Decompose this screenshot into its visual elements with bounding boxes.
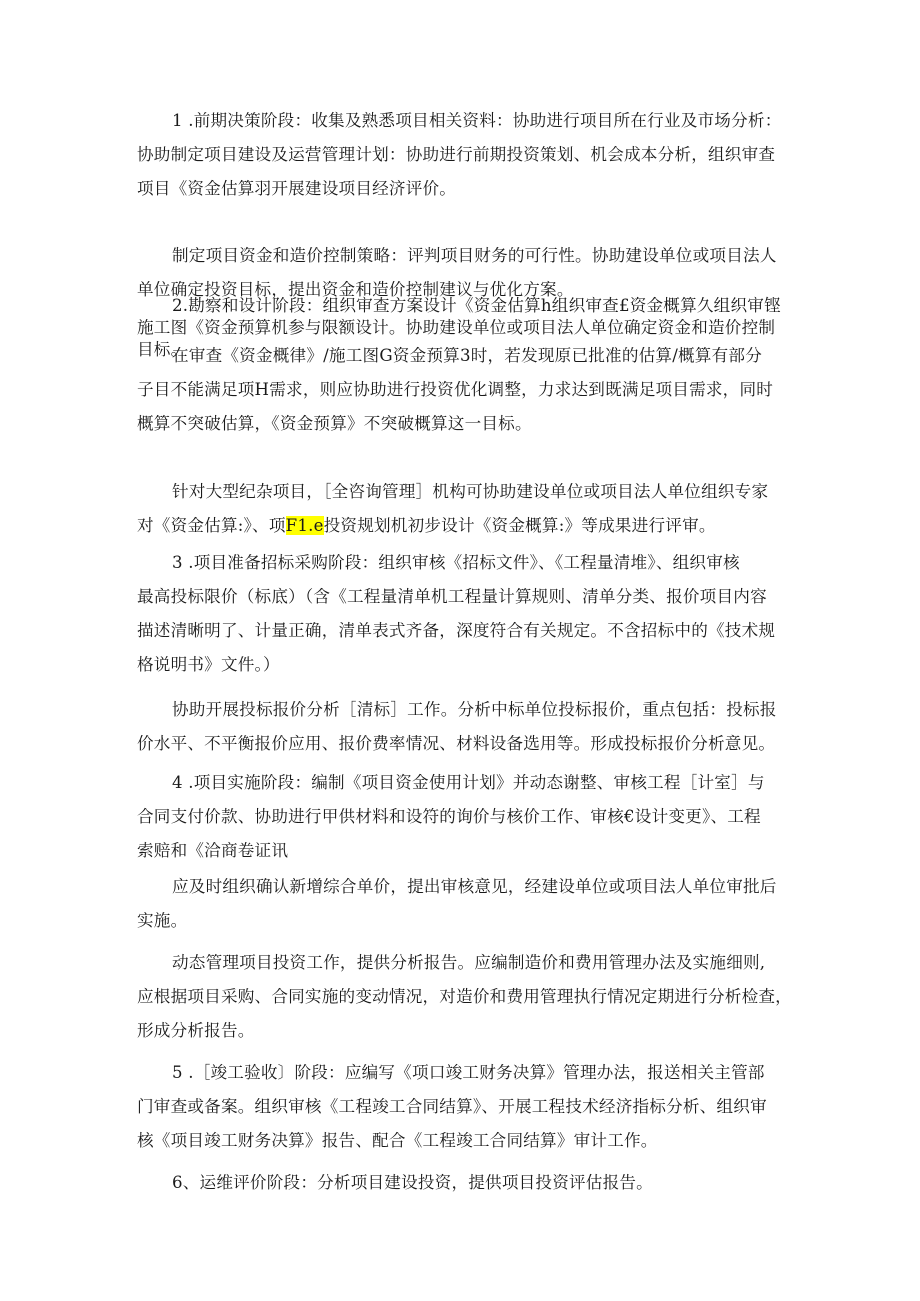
text-line: 核《项目竣工财务决算》报告、配合《工程竣工合同结算》审计工作。 [137,1131,658,1150]
text-line: 实施。 [137,911,188,930]
text-line: 协助开展投标报价分析［清标］工作。分析中标单位投标报价，重点包括：投标报 [172,700,777,719]
text-line: 协助制定项目建设及运营管理计划：协助进行前期投资策划、机会成本分析，组织审查 [137,145,776,164]
text-line: 门审查或备案。组织审核《工程竣工合同结算》、开展工程技术经济指标分析、组织审 [137,1097,767,1116]
paragraph-stage-3-bidding [137,546,789,682]
text-line: 单位确定投资目标，提出资金和造价控制建议与优化方案。 [137,280,574,299]
text-line: 概算不突破估算，《资金预算》不突破概算这一目标。 [137,414,532,433]
paragraph-unit-price-confirmation [137,870,789,938]
text-line: 1 .前期决策阶段：收集及熟悉项目相关资料：协助进行项目所在行业及市场分析： [172,111,782,130]
text-line: 子目不能满足项H需求，则应协助进行投资优化调整，力求达到既满足项目需求，同时 [137,380,774,399]
text-line: 价水平、不平衡报价应用、报价费率情况、材料设备选用等。形成投标报价分析意见。 [137,734,776,753]
text-segment: 投资规划机初步设计《资金概算:》等成果进行评审。 [323,516,716,535]
text-line: 5 .［竣工验收〕阶段：应编写《项口竣工财务决算》管理办法，报送相关主管部 [172,1063,765,1082]
text-line: 索赔和《洽商卷证讯 [137,841,289,860]
paragraph-stage-4-implementation [137,766,789,868]
paragraph-stage-5-completion [137,1056,789,1158]
paragraph-budget-review [137,339,789,441]
text-segment: 对《资金估算:》、项 [137,516,286,535]
paragraph-stage-6-operation [137,1166,789,1200]
highlighted-text: F1.e [285,516,324,535]
text-line: 应根据项目采购、合同实施的变动情况，对造价和费用管理执行情况定期进行分析检查， [137,987,792,1006]
text-line: 描述清晰明了、计量正确，清单表式齐备，深度符合有关规定。不含招标中的《技术规 [137,621,776,640]
text-line: 6、运维评价阶段：分析项目建设投资，提供项目投资评估报告。 [172,1173,653,1192]
text-line: 项目《资金估算羽开展建设项目经济评价。 [137,179,457,198]
text-line: 格说明书》文件。） [137,655,280,674]
text-line: 在审查《资金概律》/施工图G资金预算3时，若发现原已批准的估算/概算有部分 [172,346,762,365]
text-line: 施工图《资金预算机参与限额设计。协助建设单位或项目法人单位确定资金和造价控制 [137,318,776,337]
text-line: 最高投标限价（标底）（含《工程量清单机工程量计算规则、清单分类、报价项目内容 [137,587,767,606]
text-line: 动态管理项目投资工作，提供分析报告。应编制造价和费用管理办法及实施细则, [172,953,766,972]
text-line-with-highlight [137,509,789,543]
paragraph-bid-analysis [137,693,789,761]
text-line: 应及时组织确认新增综合单价，提出审核意见，经建设单位或项目法人单位审批后 [172,877,777,896]
text-line: 3 .项目准备招标采购阶段：组织审核《招标文件》、《工程量清堆》、组织审核 [172,553,740,572]
paragraph-dynamic-management [137,946,792,1048]
text-line: 制定项目资金和造价控制策略：评判项目财务的可行性。协助建设单位或项目法人 [172,246,777,265]
paragraph-stage-1-decision [137,104,789,206]
text-line: 合同支付价款、协助进行甲供材料和设符的询价与核价工作、审核€设计变更》、工程 [137,807,761,826]
text-line: 2.勘察和设计阶段：组织审查方案设计《资金估算h组织审查£资金概算久组织审铿 [172,296,781,315]
text-line: 针对大型纪杂项目，［全咨询管理］机构可协助建设单位或项目法人单位组织专家 [172,482,769,501]
paragraph-expert-review [137,475,789,543]
text-line: 形成分析报告。 [137,1021,255,1040]
text-line: 目标。 [137,340,188,359]
text-line: 4 .项目实施阶段：编制《项目资金使用计划》并动态谢整、审核工程［计室］与 [172,773,765,792]
